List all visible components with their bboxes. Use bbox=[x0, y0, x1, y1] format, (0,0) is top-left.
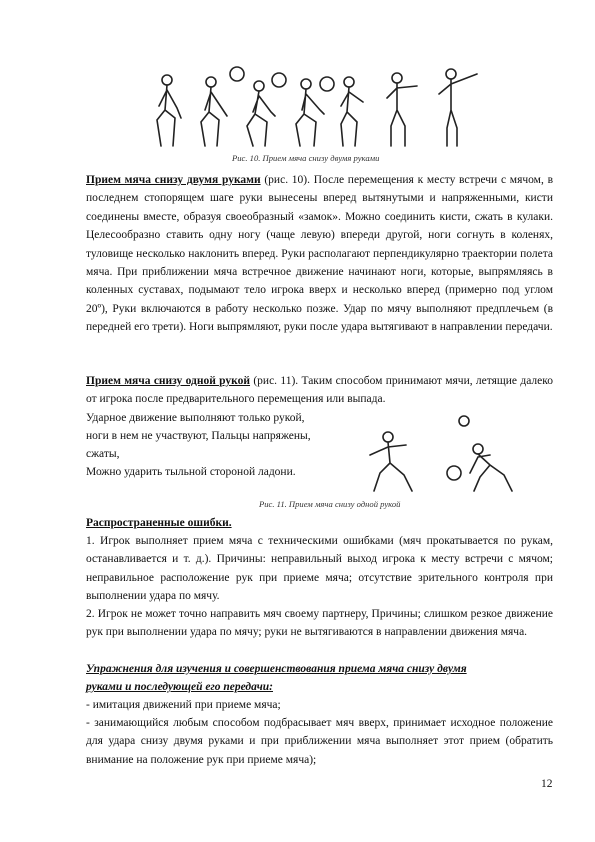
player-figure bbox=[296, 79, 324, 146]
ball-icon bbox=[230, 67, 244, 81]
player-figure bbox=[247, 81, 275, 146]
figure-10-caption: Рис. 10. Прием мяча снизу двумя руками bbox=[232, 153, 380, 163]
page-number: 12 bbox=[541, 778, 553, 790]
text-line: Ударное движение выполняют только рукой, bbox=[86, 412, 305, 424]
exercises-heading: руками и последующей его передачи: bbox=[86, 681, 273, 693]
paragraph-lead: Прием мяча снизу двумя руками bbox=[86, 174, 261, 186]
ball-icon bbox=[320, 77, 334, 91]
paragraph-two-hand-reception bbox=[86, 171, 553, 337]
exercise-item: - занимающийся любым способом подбрасывает мяч вверх, принимает исходное положение для удара снизу двумя руками и при приближении мяча выполняет этот прием (обратить внимание на положение рук при приеме мяча); bbox=[86, 717, 553, 766]
player-figure bbox=[341, 77, 363, 146]
text-line: сжаты, bbox=[86, 448, 120, 460]
figure-10-illustration bbox=[127, 60, 492, 152]
figure-11-caption: Рис. 11. Прием мяча снизу одной рукой bbox=[259, 499, 401, 509]
player-figure bbox=[157, 75, 181, 146]
player-figure bbox=[387, 73, 417, 146]
paragraph-text: (рис. 11). Таким способом принимают мячи, летящие далеко от игрока после предварительного перемещения или выпада. bbox=[86, 375, 554, 406]
paragraph-text: (рис. 10). После перемещения к месту встречи с мячом, в последнем стопорящем шаге руки вынесены вперед вытянутыми и напряженными, кисти соединены вместе, образуя своеобразный «замок». Можно соединить кисти, сжать в кулаки. Целесообразно ставить одну ногу (чаще левую) впереди другой, ноги согнуть в коленях, туловище несколько наклонить вперед. Руки располагают перпендикулярно траектории полета мяча. При приближении мяча встречное движение начинают ноги, которые, выпрямляясь в коленных суставах, подымают тело игрока вверх и несколько вперед (примерно под углом 20º), Руки включаются в работу несколько позже. Удар по мячу выполняют предплечьем (в передней его трети). Ноги выпрямляют, руки после удара вытягивают в направлении передачи. bbox=[86, 174, 554, 334]
player-figure bbox=[470, 444, 512, 491]
exercise-item: - имитация движений при приеме мяча; bbox=[86, 699, 281, 711]
player-figure bbox=[370, 432, 412, 491]
text-line: Можно ударить тыльной стороной ладони. bbox=[86, 466, 296, 478]
errors-heading: Распространенные ошибки. bbox=[86, 517, 232, 529]
ball-icon bbox=[447, 466, 461, 480]
ball-icon bbox=[459, 416, 469, 426]
player-figure bbox=[439, 69, 477, 146]
figure-11-illustration bbox=[340, 415, 555, 495]
ball-icon bbox=[272, 73, 286, 87]
text-line: ноги в нем не участвуют, Пальцы напряжены, bbox=[86, 430, 311, 442]
player-figure bbox=[201, 77, 227, 146]
exercises-heading: Упражнения для изучения и совершенствования приема мяча снизу двумя bbox=[86, 663, 467, 675]
errors-item: 1. Игрок выполняет прием мяча с техническими ошибками (мяч прокатывается по рукам, останавливается и т. д.). Причины: неправильный выход игрока к месту встречи с мячом; неправильное расположение рук при приеме мяча; отсутствие зрительного контроля при выполнении удара по мячу. bbox=[86, 535, 553, 603]
paragraph-lead: Прием мяча снизу одной рукой bbox=[86, 375, 251, 387]
paragraph-one-hand-reception bbox=[86, 372, 553, 409]
errors-item: 2. Игрок не может точно направить мяч своему партнеру, Причины; слишком резкое движение рук при выполнении удара по мячу; руки не вытягиваются в направлении движения мяча. bbox=[86, 608, 553, 639]
